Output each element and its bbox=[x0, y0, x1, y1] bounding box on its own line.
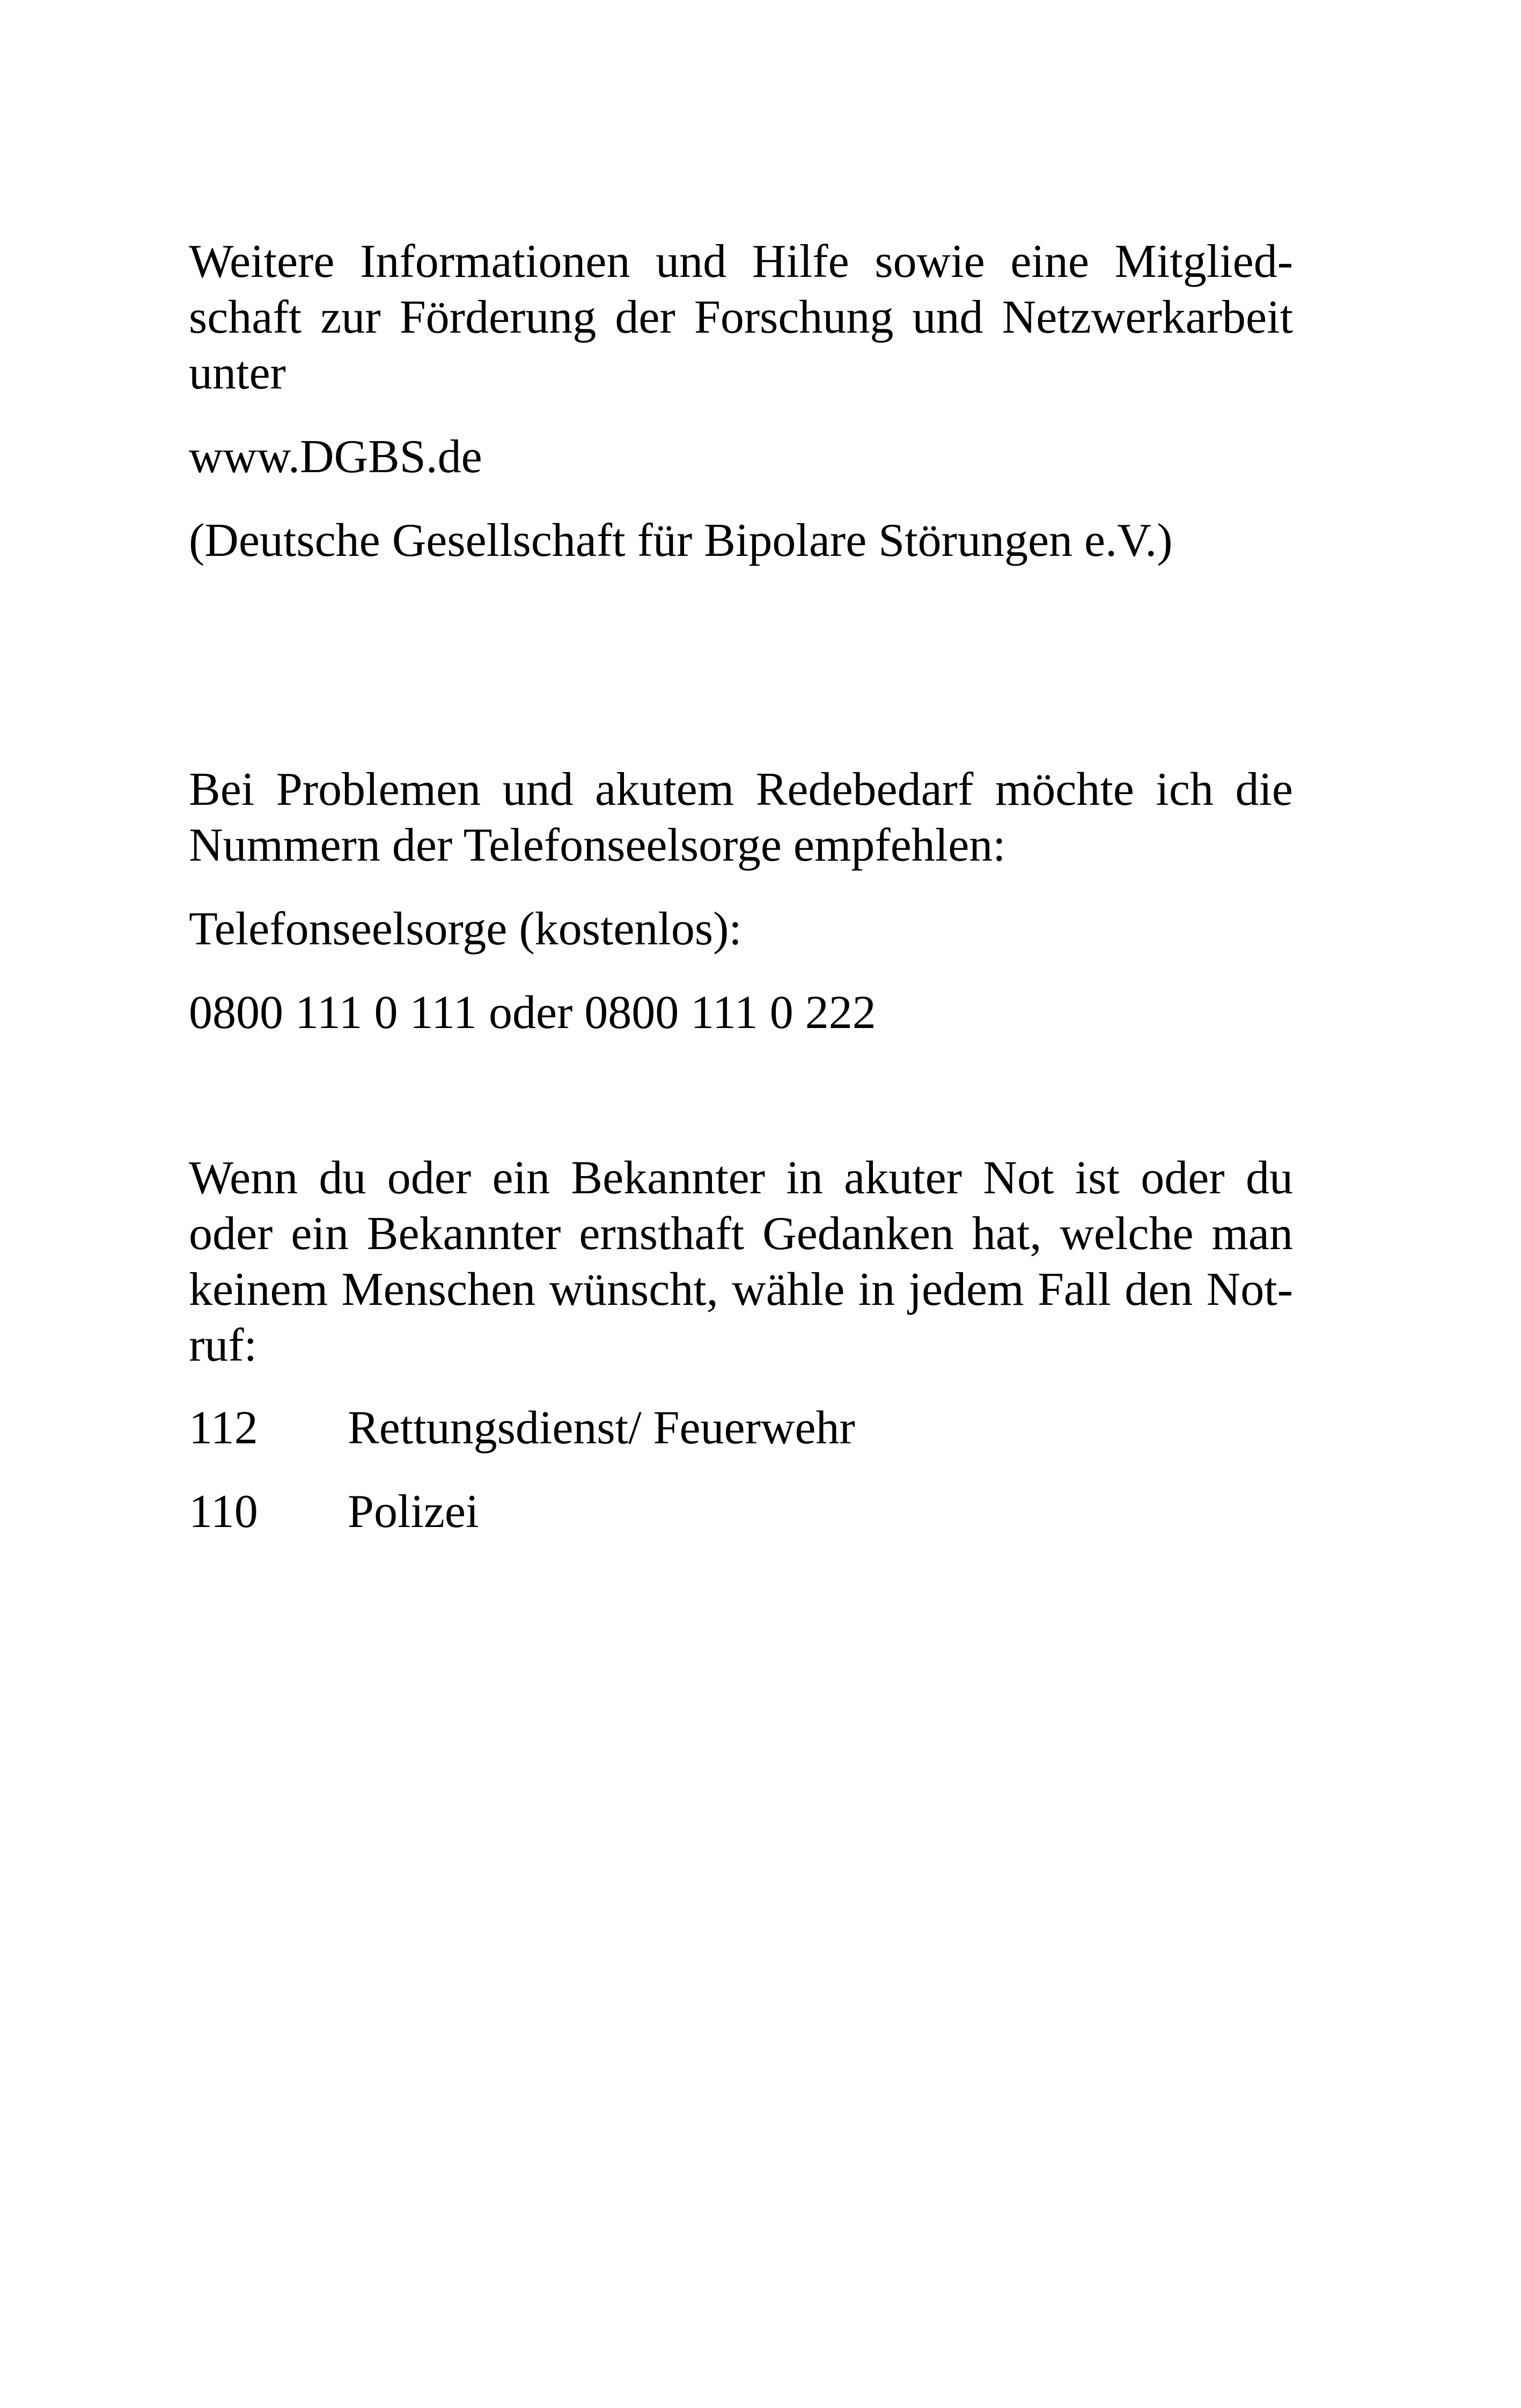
phone-numbers: 0800 111 0 111 oder 0800 111 0 222 bbox=[189, 987, 876, 1039]
emergency-paragraph bbox=[189, 1150, 1293, 1374]
info-line-2: schaft zur Förderung der Forschung und Netzwerkarbeit bbox=[189, 291, 1293, 343]
phone-line-2: Nummern der Telefonseelsorge empfehlen: bbox=[189, 819, 1006, 871]
phone-paragraph bbox=[189, 762, 1293, 873]
phone-line-1: Bei Problemen und akutem Redebedarf möchte ich die bbox=[189, 763, 1293, 816]
phone-label: Telefonseelsorge (kostenlos): bbox=[189, 903, 742, 955]
info-line-3: unter bbox=[189, 347, 286, 399]
emergency-code: 112 bbox=[189, 1402, 258, 1454]
organization-name: (Deutsche Gesellschaft für Bipolare Störungen e.V.) bbox=[189, 515, 1173, 567]
emergency-line-1: Wenn du oder ein Bekannter in akuter Not ist oder du bbox=[189, 1152, 1293, 1204]
info-line-1: Weitere Informationen und Hilfe sowie eine Mitglied- bbox=[189, 236, 1293, 288]
website-link[interactable]: www.DGBS.de bbox=[189, 431, 482, 483]
info-paragraph bbox=[189, 234, 1293, 401]
emergency-label: Polizei bbox=[348, 1486, 479, 1538]
emergency-entry-fire bbox=[189, 1400, 855, 1456]
emergency-entry-police bbox=[189, 1484, 479, 1540]
emergency-line-4: ruf: bbox=[189, 1319, 258, 1371]
emergency-line-3: keinem Menschen wünscht, wähle in jedem Fall den Not- bbox=[189, 1264, 1293, 1316]
emergency-code: 110 bbox=[189, 1486, 258, 1538]
emergency-label: Rettungsdienst/ Feuerwehr bbox=[348, 1402, 855, 1454]
emergency-line-2: oder ein Bekannter ernsthaft Gedanken hat, welche man bbox=[189, 1208, 1293, 1260]
